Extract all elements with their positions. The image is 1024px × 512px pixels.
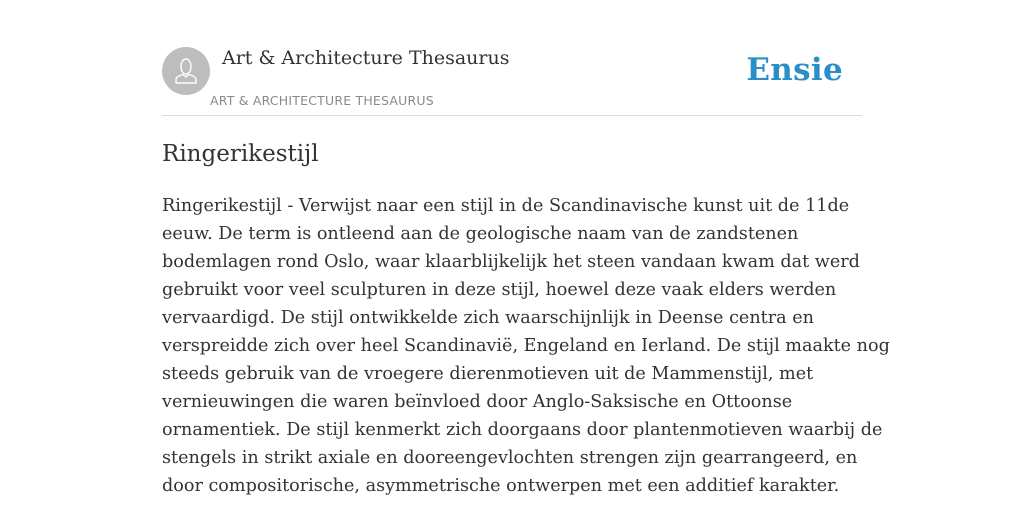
description-line: vervaardigd. De stijl ontwikkelde zich waarschijnlijk in Deense centra en bbox=[162, 308, 814, 328]
user-outline-icon bbox=[162, 47, 210, 95]
description-line: gebruikt voor veel sculpturen in deze stijl, hoewel deze vaak elders werden bbox=[162, 280, 837, 300]
description-line: vernieuwingen die waren beïnvloed door Anglo-Saksische en Ottoonse bbox=[162, 392, 793, 412]
description-line: bodemlagen rond Oslo, waar klaarblijkelijk het steen vandaan kwam dat werd bbox=[162, 252, 860, 272]
page-title: Ringerikestijl bbox=[162, 141, 319, 167]
source-header bbox=[162, 0, 862, 116]
source-subtitle[interactable]: ART & ARCHITECTURE THESAURUS bbox=[210, 93, 434, 108]
description-line: eeuw. De term is ontleend aan de geologische naam van de zandstenen bbox=[162, 224, 799, 244]
description-line: verspreidde zich over heel Scandinavië, Engeland en Ierland. De stijl maakte nog bbox=[162, 336, 890, 356]
ensie-logo[interactable]: Ensie bbox=[746, 52, 843, 88]
description-line: Ringerikestijl - Verwijst naar een stijl in de Scandinavische kunst uit de 11de bbox=[162, 196, 850, 216]
source-title[interactable]: Art & Architecture Thesaurus bbox=[222, 47, 510, 69]
description-line: stengels in strikt axiale en dooreengevlochten strengen zijn gearrangeerd, en bbox=[162, 448, 858, 468]
description-line: ornamentiek. De stijl kenmerkt zich doorgaans door plantenmotieven waarbij de bbox=[162, 420, 883, 440]
entry-card bbox=[162, 0, 890, 512]
entry-description bbox=[162, 192, 890, 500]
description-line: door compositorische, asymmetrische ontwerpen met een additief karakter. bbox=[162, 476, 840, 496]
avatar[interactable] bbox=[162, 47, 210, 95]
description-line: steeds gebruik van de vroegere dierenmotieven uit de Mammenstijl, met bbox=[162, 364, 814, 384]
